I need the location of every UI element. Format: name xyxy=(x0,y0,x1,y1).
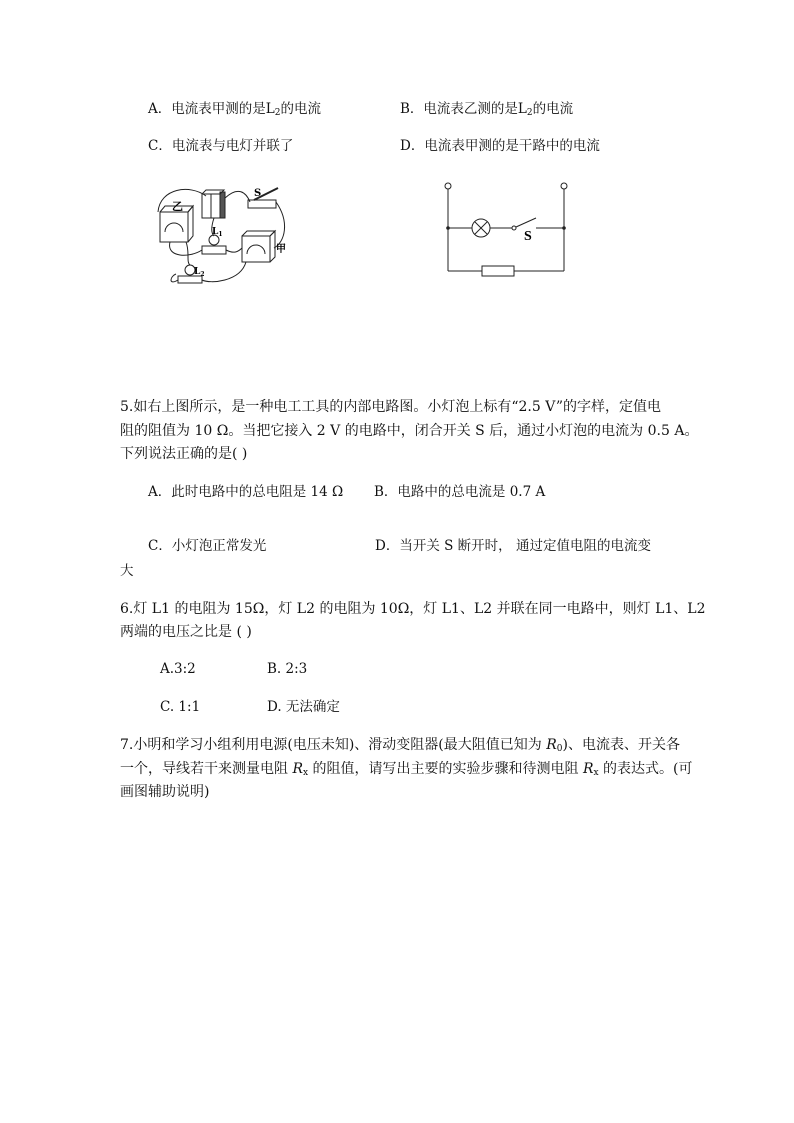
switch-blade xyxy=(516,218,536,227)
q5-option-c: C．小灯泡正常发光 xyxy=(148,538,267,554)
circuit-schematic xyxy=(440,180,580,280)
q4-option-c: C．电流表与电灯并联了 xyxy=(148,138,294,154)
q4-option-a: A．电流表甲测的是$L_2$的电流 xyxy=(148,101,321,118)
q5-option-b: B．电路中的总电流是 0.7 A xyxy=(374,484,546,500)
switch-contact xyxy=(512,226,516,230)
q5-line-1: 5.如右上图所示，是一种电工工具的内部电路图。小灯泡上标有“2.5 V”的字样，定值电 xyxy=(120,399,662,415)
q5-line-3: 下列说法正确的是( ) xyxy=(120,446,248,462)
q5-option-d-wrap: 大 xyxy=(120,563,134,579)
resistor-symbol xyxy=(482,266,514,276)
label-yi: 乙 xyxy=(172,200,183,213)
q4-option-d: D．电流表甲测的是干路中的电流 xyxy=(400,138,600,154)
label-jia: 甲 xyxy=(276,244,286,255)
q6-line-1: 6.灯 L1 的电阻为 15Ω，灯 L2 的电阻为 10Ω，灯 L1、L2 并联在同一电路中，则灯 L1、L2 xyxy=(120,601,706,617)
label-switch-s: S xyxy=(524,229,532,244)
q6-line-2: 两端的电压之比是 ( ) xyxy=(120,624,252,640)
q5-line-2: 阻的阻值为 10 Ω。当把它接入 2 V 的电路中，闭合开关 S 后，通过小灯泡的电流为 0.5 A。 xyxy=(120,423,699,439)
q7-line-3: 画图辅助说明) xyxy=(120,784,210,800)
terminal-left xyxy=(445,183,451,189)
q6-option-b: B. 2:3 xyxy=(267,661,308,677)
terminal-right xyxy=(561,183,567,189)
q7-line-2: 一个，导线若干来测量电阻 $R_x$ 的阻值，请写出主要的实验步骤和待测电阻 $R_x$ 的表达式。(可 xyxy=(120,761,693,778)
q5-option-a: A．此时电路中的总电阻是 14 Ω xyxy=(148,484,344,500)
circuit-photo-figure xyxy=(150,182,290,290)
q6-option-c: C. 1:1 xyxy=(160,699,201,715)
q7-line-1: 7.小明和学习小组利用电源(电压未知)、滑动变阻器(最大阻值已知为 $R_0$)、电流表、开关各 xyxy=(120,737,680,754)
label-l1: $L_1$ xyxy=(212,227,223,238)
q4-option-b: B．电流表乙测的是$L_2$的电流 xyxy=(400,101,574,118)
label-l2: $L_2$ xyxy=(194,267,205,278)
q5-option-d: D．当开关 S 断开时， 通过定值电阻的电流变 xyxy=(375,538,651,554)
q6-option-d: D. 无法确定 xyxy=(267,699,340,715)
label-switch-s: S xyxy=(254,188,262,199)
q6-option-a: A.3:2 xyxy=(160,661,196,677)
